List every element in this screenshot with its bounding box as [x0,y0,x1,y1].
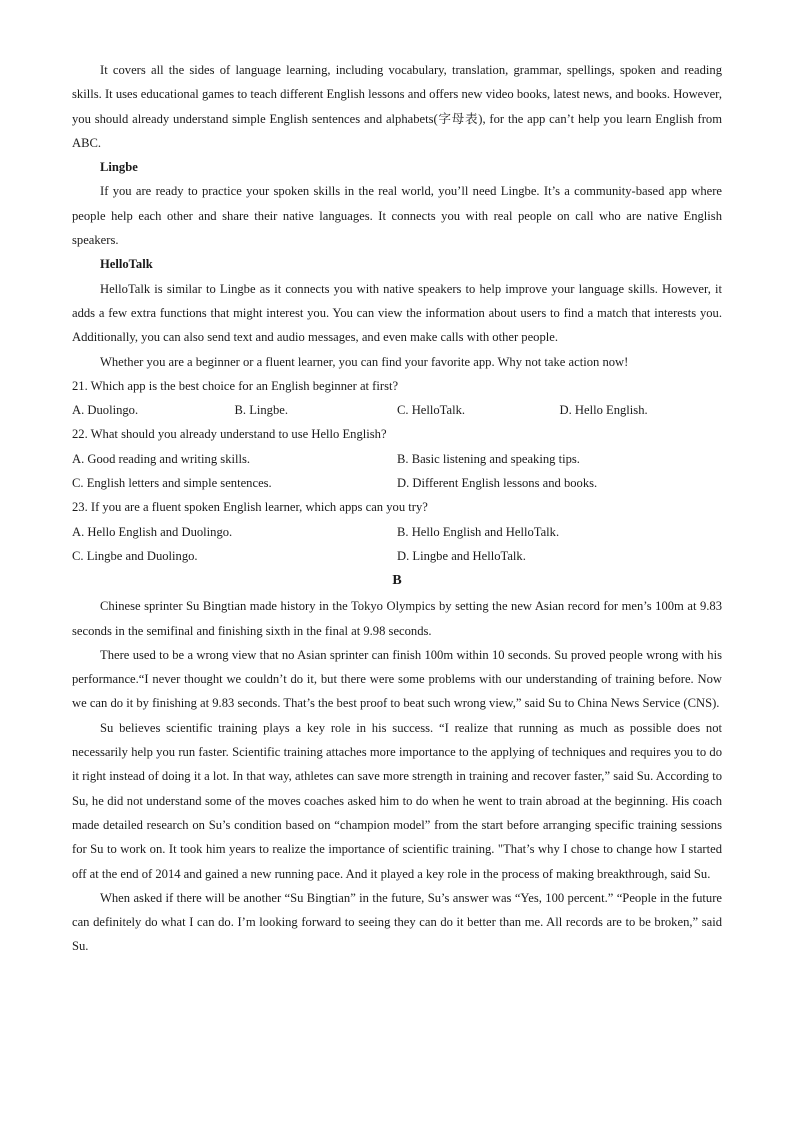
article-paragraph: There used to be a wrong view that no Asian sprinter can finish 100m within 10 seconds. Su proved people wrong with his performance.“I never thought we couldn’t do it, but there were some problems with our understanding of training before. Now we can do it by finishing at 9.83 seconds. That’s the best proof to beat such wrong view,” said Su to China News Service (CNS). [72,647,722,711]
question-21 [72,374,722,423]
option-b: B. Lingbe. [234,403,289,418]
option-row [72,471,722,495]
option-c: C. HelloTalk. [397,403,466,418]
closing-paragraph: Whether you are a beginner or a fluent learner, you can find your favorite app. Why not take action now! [100,354,629,369]
option-row [72,398,722,422]
question-stem: 22. What should you already understand to use Hello English? [72,427,387,442]
option-d: D. Lingbe and HelloTalk. [397,548,526,563]
exam-page [72,58,722,959]
option-d: D. Hello English. [559,403,648,418]
intro-paragraph: It covers all the sides of language learning, including vocabulary, translation, grammar, spellings, spoken and reading skills. It uses educational games to teach different English lessons and offers new video books, latest news, and books. However, you should already understand simple English sentences and alphabets(字母表), for the app can’t help you learn English from ABC. [72,63,722,150]
option-row [72,447,722,471]
option-row [72,520,722,544]
question-stem: 21. Which app is the best choice for an English beginner at first? [72,378,399,393]
option-c: C. English letters and simple sentences. [72,476,272,491]
option-c: C. Lingbe and Duolingo. [72,548,198,563]
question-23 [72,495,722,568]
option-row [72,544,722,568]
article-paragraph: When asked if there will be another “Su Bingtian” in the future, Su’s answer was “Yes, 100 percent.” “People in the future can definitely do what I can do. I’m looking forward to seeing they can do it better than me. All records are to be broken,” said Su. [72,890,722,954]
option-a: A. Good reading and writing skills. [72,451,251,466]
option-b: B. Hello English and HelloTalk. [397,524,560,539]
lingbe-paragraph: If you are ready to practice your spoken skills in the real world, you’ll need Lingbe. It’s a community-based app where people help each other and share their native languages. It connects you with real people on call who are native English speakers. [72,184,722,248]
option-a: A. Hello English and Duolingo. [72,524,233,539]
option-a: A. Duolingo. [72,403,139,418]
question-stem: 23. If you are a fluent spoken English learner, which apps can you try? [72,500,428,515]
lingbe-heading: Lingbe [100,160,138,175]
hellotalk-paragraph: HelloTalk is similar to Lingbe as it connects you with native speakers to help improve your language skills. However, it adds a few extra functions that might interest you. You can view the information about users to find a match that interests you. Additionally, you can also send text and audio messages, and even make calls with other people. [72,281,722,345]
option-b: B. Basic listening and speaking tips. [397,451,580,466]
hellotalk-heading: HelloTalk [100,257,153,272]
option-d: D. Different English lessons and books. [397,476,598,491]
question-22 [72,422,722,495]
article-paragraph: Chinese sprinter Su Bingtian made history in the Tokyo Olympics by setting the new Asian record for men’s 100m at 9.83 seconds in the semifinal and finishing sixth in the final at 9.98 seconds. [72,599,722,638]
article-paragraph: Su believes scientific training plays a key role in his success. “I realize that running as much as possible does not necessarily help you run faster. Scientific training attaches more importance to the applying of techniques and requires you to do it right instead of doing it a lot. In that way, athletes can save more strength in training and recover faster,” said Su. According to Su, he did not understand some of the moves coaches asked him to do when he went to train abroad at the beginning. His coach made detailed research on Su’s condition based on “champion model” from the start before arranging specific training sessions for Su to work on. It took him years to realize the importance of scientific training. "That’s why I chose to change how I started off at the end of 2014 and gained a new running pace. And it played a key role in the process of making breakthrough, said Su. [72,720,722,881]
section-b-heading: B [392,573,402,589]
